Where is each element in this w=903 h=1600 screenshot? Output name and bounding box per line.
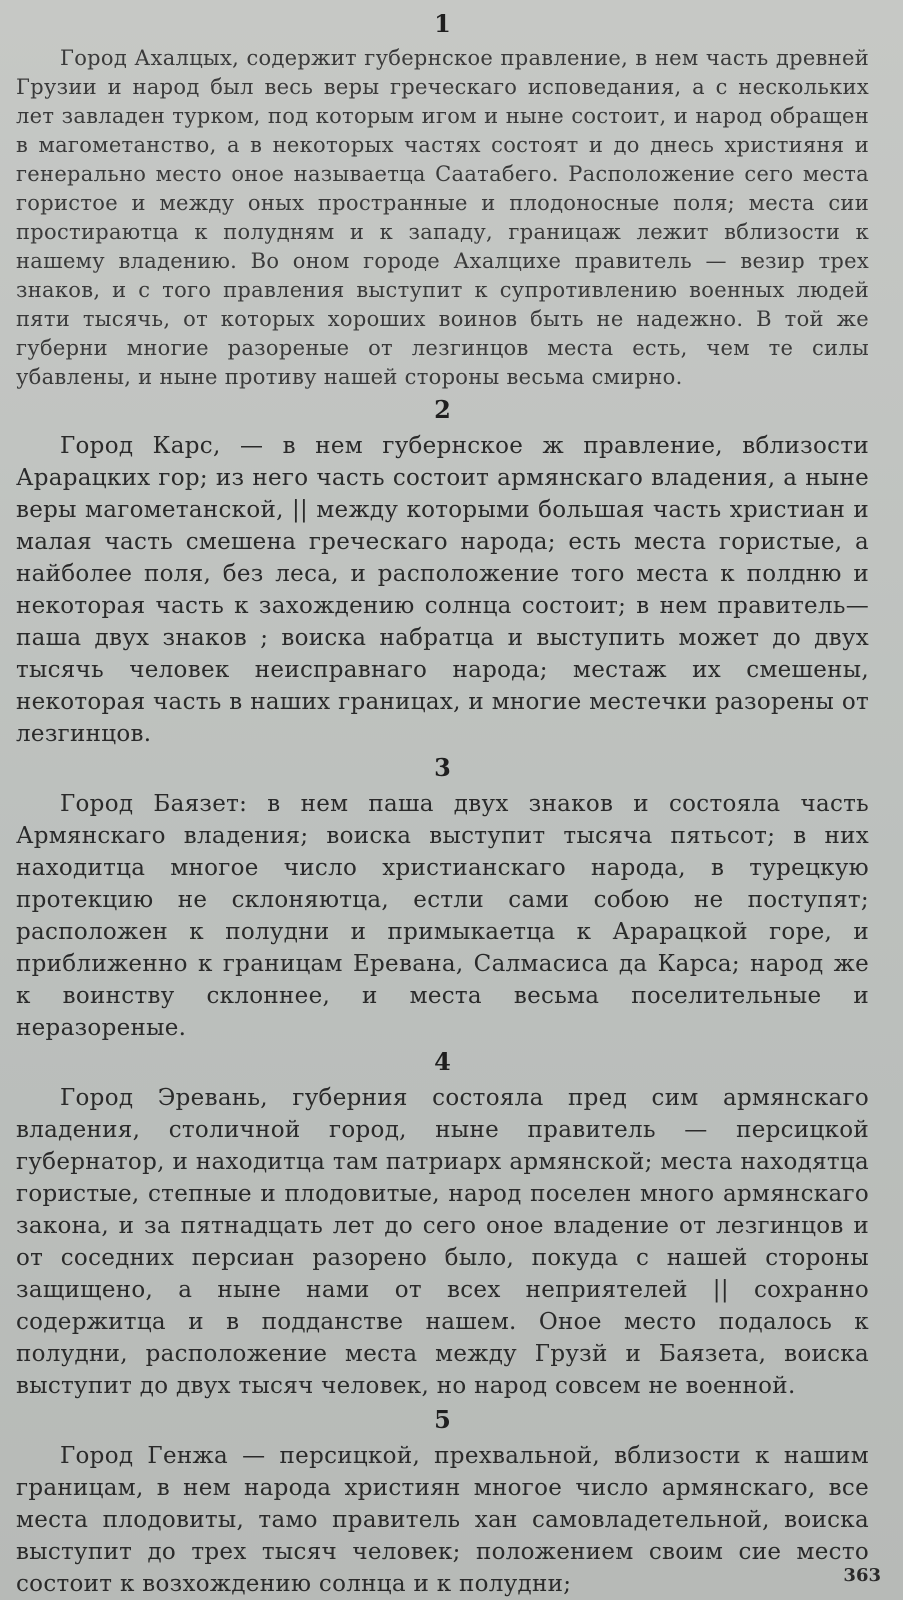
section-2 xyxy=(16,396,869,750)
page-number: 363 xyxy=(843,1565,881,1586)
section-text: Город Карс, — в нем губернское ж правление, вблизости Арарацких гор; из него часть состоит армянскаго владения, а ныне веры магометанской, || между которыми большая часть христиан и малая часть смешена греческаго народа; есть места гористые, а найболее поля, без леса, и расположение того места к полдню и некоторая часть к захождению солнца состоит; в нем правитель—паша двух знаков ; воиска набратца и выступить может до двух тысячь человек неисправнаго народа; местаж их смешены, некоторая часть в наших границах, и многие местечки разорены от лезгинцов. xyxy=(16,433,869,747)
section-text: Город Генжа — персицкой, прехвальной, вблизости к нашим границам, в нем народа християн многое число армянскаго, все места плодовиты, тамо правитель хан самовладетельной, воиска выступит до трех тысяч человек; положением своим сие место состоит к возхождению солнца и к полудни; xyxy=(16,1443,869,1597)
section-4 xyxy=(16,1048,869,1402)
section-number: 2 xyxy=(434,395,451,424)
section-number: 1 xyxy=(434,9,451,38)
section-number: 3 xyxy=(434,753,451,782)
section-5 xyxy=(16,1406,869,1600)
section-text: Город Эревань, губерния состояла пред сим армянскаго владения, столичной город, ныне правитель — персицкой губернатор, и находитца там патриарх армянской; места находятца гористые, степные и плодовитые, народ поселен много армянскаго закона, и за пятнадцать лет до сего оное владение от лезгинцов и от соседних персиан разорено было, покуда с нашей стороны защищено, а ныне нами от всех неприятелей || сохранно содержитца и в подданстве нашем. Оное место подалось к полудни, расположение места между Грузй и Баязета, воиска выступит до двух тысяч человек, но народ совсем не военной. xyxy=(16,1085,869,1399)
section-text: Город Ахалцых, содержит губернское правление, в нем часть древней Грузии и народ был весь веры греческаго исповедания, а с нескольких лет завладен турком, под которым игом и ныне состоит, и народ обращен в магометанство, а в некоторых частях состоят и до днесь християня и генерально место оное называетца Саатабего. Расположение сего места гористое и между оных пространные и плодоносные поля; места сии простираютца к полудням и к западу, границаж лежит вблизости к нашему владению. Во оном городе Ахалцихе правитель — везир трех знаков, и с того правления выступит к супротивлению военных людей пяти тысячь, от которых хороших воинов быть не надежно. В той же губерни многие разореные от лезгинцов места есть, чем те силы убавлены, и ныне противу нашей стороны весьма смирно. xyxy=(16,46,869,389)
section-number: 4 xyxy=(434,1047,451,1076)
section-text: Город Баязет: в нем паша двух знаков и состояла часть Армянскаго владения; воиска выступит тысяча пятьсот; в них находитца многое число христианскаго народа, в турецкую протекцию не склоняютца, естли сами собою не поступят; расположен к полудни и примыкаетца к Арарацкой горе, и приближенно к границам Еревана, Салмасиса да Карса; народ же к воинству склоннее, и места весьма поселительные и неразореные. xyxy=(16,791,869,1041)
section-number: 5 xyxy=(434,1405,451,1434)
section-1 xyxy=(16,10,869,392)
section-3 xyxy=(16,754,869,1044)
